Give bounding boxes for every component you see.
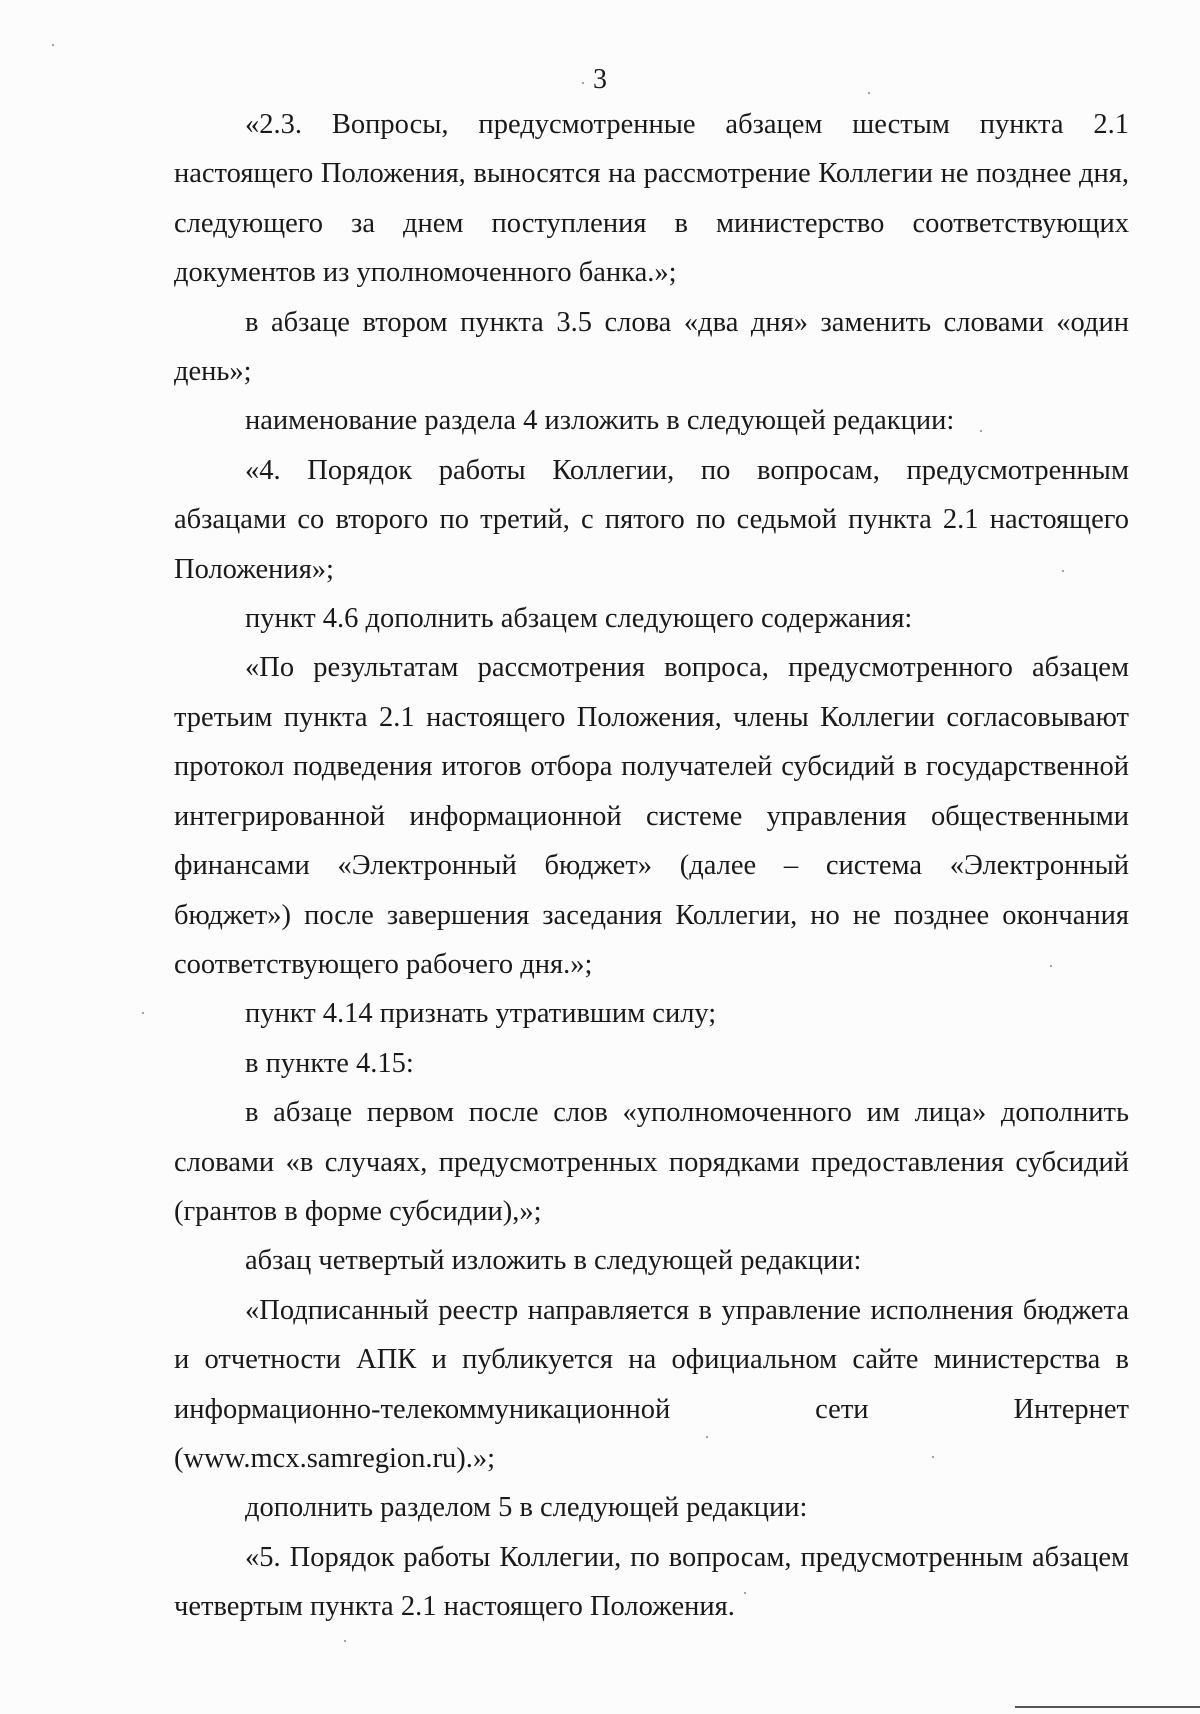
paragraph-item-4-15-intro: в пункте 4.15: (245, 1047, 414, 1079)
document-body (174, 100, 1129, 1632)
scan-speck (1062, 570, 1064, 572)
scan-speck (980, 430, 982, 432)
paragraph-item-4-15-first: в абзаце первом после слов «уполномоченного им лица» дополнить словами «в случаях, предусмотренных порядками предоставления субсидий (грантов в форме субсидии),»; (174, 1097, 1129, 1227)
scan-speck (142, 1012, 144, 1014)
scan-speck (52, 44, 54, 46)
paragraph-item-4-15-fourth-text: «Подписанный реестр направляется в управление исполнения бюджета и отчетности АПК и публикуется на официальном сайте министерства в информационно-телекоммуникационной сети Интернет (www.mcx.samregion.ru).»; (174, 1294, 1129, 1474)
paragraph-clause-2-3: «2.3. Вопросы, предусмотренные абзацем шестым пункта 2.1 настоящего Положения, выносятся на рассмотрение Коллегии не позднее дня, следующего за днем поступления в министерство соответствующих документов из уполномоченного банка.»; (174, 109, 1129, 289)
paragraph-item-4-15-fourth-intro: абзац четвертый изложить в следующей редакции: (245, 1245, 862, 1277)
paragraph-section-4-title-intro: наименование раздела 4 изложить в следующей редакции: (245, 405, 955, 437)
scan-speck (868, 92, 870, 94)
page-number: 3 (593, 64, 607, 95)
paragraph-item-4-14: пункт 4.14 признать утратившим силу; (245, 998, 717, 1030)
bottom-rule (1015, 1706, 1200, 1708)
paragraph-section-4-title: «4. Порядок работы Коллегии, по вопросам, предусмотренным абзацами со второго по третий, с пятого по седьмой пункта 2.1 настоящего Положения»; (174, 454, 1129, 585)
scan-speck (582, 82, 584, 84)
scan-speck (706, 1436, 708, 1438)
scan-speck (744, 1592, 746, 1594)
scan-speck (932, 1456, 934, 1458)
paragraph-section-5-intro: дополнить разделом 5 в следующей редакции: (245, 1492, 808, 1524)
scan-speck (1050, 965, 1052, 967)
paragraph-section-5-title: «5. Порядок работы Коллегии, по вопросам, предусмотренным абзацем четвертым пункта 2.1 настоящего Положения. (174, 1541, 1129, 1623)
paragraph-item-3-5: в абзаце втором пункта 3.5 слова «два дня» заменить словами «один день»; (174, 306, 1129, 388)
scan-speck (344, 1640, 346, 1642)
paragraph-item-4-6-text: «По результатам рассмотрения вопроса, предусмотренного абзацем третьим пункта 2.1 настоящего Положения, члены Коллегии согласовывают протокол подведения итогов отбора получателей субсидий в государственной интегрированной информационной системе управления общественными финансами «Электронный бюджет» (далее – система «Электронный бюджет») после завершения заседания Коллегии, но не позднее окончания соответствующего рабочего дня.»; (174, 652, 1129, 980)
paragraph-item-4-6-intro: пункт 4.6 дополнить абзацем следующего содержания: (245, 603, 913, 635)
